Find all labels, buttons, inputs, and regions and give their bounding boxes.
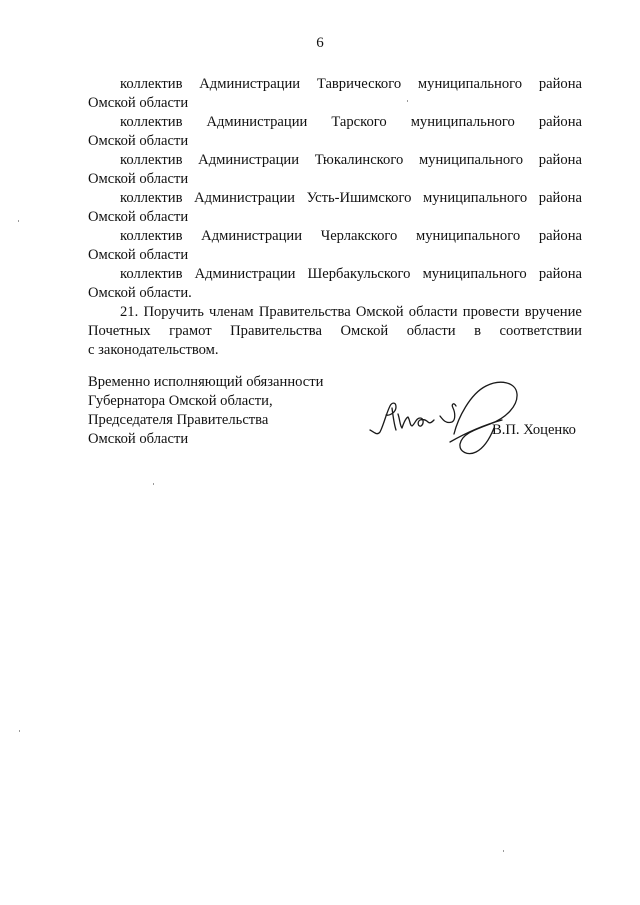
entry-word: Таврического (316, 76, 402, 92)
entry-word: коллектив (120, 266, 183, 282)
paragraph-21 (88, 303, 582, 360)
entry-word: Администрации (194, 190, 295, 206)
document-body (88, 75, 582, 360)
list-item (88, 75, 582, 113)
entry-word: района (538, 266, 582, 282)
paragraph-word: Правительства (258, 304, 351, 320)
entry-first-line (88, 113, 582, 132)
scan-speck (153, 483, 154, 485)
signer-name: В.П. Хоценко (492, 422, 576, 438)
paragraph-line (88, 322, 582, 341)
paragraph-word: Омской (340, 323, 389, 339)
position-line: Председателя Правительства (88, 412, 269, 428)
entry-first-line (88, 75, 582, 94)
paragraph-word: 21. (120, 304, 139, 320)
entry-continuation: Омской области (88, 95, 189, 111)
entry-word: муниципального (423, 190, 528, 206)
entry-word: коллектив (120, 190, 183, 206)
entry-word: коллектив (120, 228, 183, 244)
handwritten-signature (366, 372, 532, 460)
entry-first-line (88, 189, 582, 208)
entry-word: Черлакского (320, 228, 398, 244)
entry-continuation: Омской области (88, 247, 189, 263)
entry-continuation: Омской области (88, 209, 189, 225)
entry-word: муниципального (417, 76, 523, 92)
list-item (88, 189, 582, 227)
paragraph-word: соответствии (499, 323, 582, 339)
scan-speck (503, 850, 504, 852)
page-number: 6 (316, 35, 324, 51)
paragraph-word: области (406, 323, 456, 339)
paragraph-line: с законодательством. (88, 342, 219, 358)
entry-word: района (538, 228, 582, 244)
entry-continuation: Омской области. (88, 285, 192, 301)
entry-word: Администрации (206, 114, 308, 130)
entry-word: муниципального (422, 266, 527, 282)
entry-word: района (538, 152, 582, 168)
entry-word: района (538, 114, 582, 130)
entry-word: Шербакульского (307, 266, 411, 282)
entry-word: коллектив (120, 76, 183, 92)
position-line: Губернатора Омской области, (88, 393, 273, 409)
entry-word: района (538, 190, 582, 206)
entry-word: Администрации (194, 266, 296, 282)
entry-word: района (538, 76, 582, 92)
entry-word: муниципального (415, 228, 521, 244)
paragraph-word: вручение (524, 304, 582, 320)
paragraph-word: Правительства (230, 323, 322, 339)
list-item (88, 265, 582, 303)
scan-speck (407, 100, 408, 102)
entry-word: муниципального (410, 114, 515, 130)
list-item (88, 227, 582, 265)
scan-speck (18, 220, 19, 222)
entry-first-line (88, 265, 582, 284)
paragraph-word: в (474, 323, 481, 339)
entry-word: муниципального (418, 152, 524, 168)
paragraph-word: членам (209, 304, 254, 320)
entry-word: коллектив (120, 152, 183, 168)
paragraph-word: Омской (355, 304, 404, 320)
entry-word: Администрации (201, 228, 303, 244)
entry-first-line (88, 227, 582, 246)
position-line: Омской области (88, 431, 189, 447)
paragraph-word: провести (462, 304, 520, 320)
list-item (88, 151, 582, 189)
entry-continuation: Омской области (88, 171, 189, 187)
paragraph-word: Поручить (143, 304, 204, 320)
list-item (88, 113, 582, 151)
paragraph-word: грамот (169, 323, 212, 339)
entry-word: Усть-Ишимского (306, 190, 412, 206)
paragraph-word: Почетных (88, 323, 151, 339)
position-line: Временно исполняющий обязанности (88, 374, 324, 390)
entry-word: Администрации (199, 76, 301, 92)
entry-word: Тюкалинского (314, 152, 404, 168)
entry-word: Тарского (331, 114, 387, 130)
entry-continuation: Омской области (88, 133, 189, 149)
entry-word: коллектив (120, 114, 183, 130)
entry-first-line (88, 151, 582, 170)
signatory-position (88, 373, 348, 449)
paragraph-line (88, 303, 582, 322)
paragraph-word: области (408, 304, 458, 320)
entry-word: Администрации (198, 152, 300, 168)
scan-speck (19, 730, 20, 732)
